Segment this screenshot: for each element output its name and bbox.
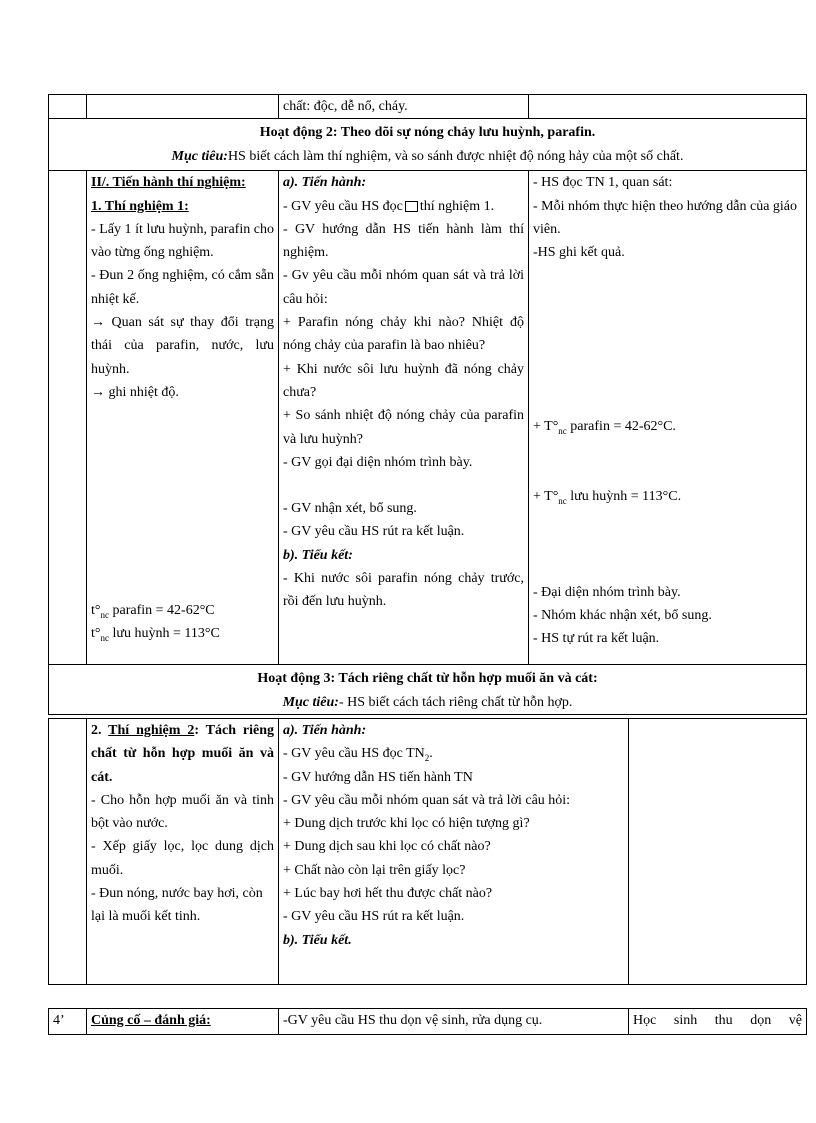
table-section-activity-3: [48, 718, 807, 985]
experiment-1-teacher: [279, 171, 529, 665]
table-row: [49, 95, 807, 119]
time-cell: [49, 171, 87, 665]
activity-3-title: Hoạt động 3: Tách riêng chất từ hỗn hợp muối ăn và cát:: [257, 671, 598, 687]
content-cell: [87, 95, 279, 119]
lesson-plan-table: [48, 94, 806, 1036]
experiment-1-row: [49, 171, 807, 665]
teacher-line: + Dung dịch sau khi lọc có chất nào?: [283, 839, 491, 855]
result-sulfur: $t^\circ_{nc}$ lưu huỳnh = 113°C: [91, 626, 220, 644]
experiment-1-student: [529, 171, 807, 665]
student-result-parafin: + $T^\circ_{nc}$ parafin = 42-62°C.: [533, 419, 676, 437]
teacher-line: + Parafin nóng chảy khi nào? Nhiệt độ nóng chảy của parafin là bao nhiêu?: [283, 315, 524, 354]
cell-text: chất: độc, dễ nổ, cháy.: [283, 99, 408, 114]
step-line: → Quan sát sự thay đổi trạng thái của parafin, nước, lưu huỳnh.: [91, 315, 274, 377]
activity-header-row: [49, 665, 807, 715]
activity-3-header: [49, 665, 807, 715]
teacher-line: - GV hướng dẫn HS tiến hành TN: [283, 769, 473, 785]
activity-header-row: [49, 119, 807, 171]
experiment-2-heading: 2. Thí nghiệm 2: Tách riêng chất từ hỗn hợp muối ăn và cát.: [91, 723, 274, 785]
summary-heading: b). Tiểu kết:: [283, 547, 353, 563]
placeholder-box-icon: [405, 201, 418, 212]
time-cell: 4’: [49, 1009, 87, 1035]
procedure-heading: a). Tiến hành:: [283, 723, 367, 738]
step-line: - Đun nóng, nước bay hơi, còn lại là muối kết tinh.: [91, 886, 263, 925]
experiment-1-heading: 1. Thí nghiệm 1:: [91, 198, 189, 214]
teacher-line: + Chất nào còn lại trên giấy lọc?: [283, 862, 466, 878]
summary-heading: b). Tiểu kết.: [283, 932, 352, 948]
result-parafin: $t^\circ_{nc}$ parafin = 42-62°C: [91, 603, 215, 621]
activity-3-objective: [53, 691, 802, 714]
table-section-activity-2: [48, 94, 807, 715]
time-cell: [49, 95, 87, 119]
review-title: Củng cố – đánh giá:: [87, 1009, 279, 1035]
teacher-line: - Gv yêu cầu mỗi nhóm quan sát và trả lời câu hỏi:: [283, 268, 524, 307]
student-line: - Mỗi nhóm thực hiện theo hướng dẫn của giáo viên.: [533, 198, 798, 237]
teacher-line: - GV nhận xét, bổ sung.: [283, 501, 417, 517]
teacher-line: - GV yêu cầu HS đọc $TN_2$.: [283, 746, 433, 764]
experiment-2-teacher: [279, 719, 629, 985]
step-line: - Cho hỗn hợp muối ăn và tinh bột vào nước.: [91, 792, 274, 832]
teacher-line: - GV yêu cầu mỗi nhóm quan sát và trả lời câu hỏi:: [283, 792, 571, 808]
student-line: -HS ghi kết quả.: [533, 245, 625, 261]
experiment-2-content: [87, 719, 279, 985]
table-section-review: [48, 1008, 807, 1035]
spacer: [283, 474, 524, 497]
teacher-line: + Dung dịch trước khi lọc có hiện tượng gì?: [283, 816, 530, 832]
student-cell: [529, 95, 807, 119]
teacher-cell: [279, 95, 529, 119]
teacher-line: + Khi nước sôi lưu huỳnh đã nóng chảy chưa?: [283, 361, 524, 400]
section-heading: II/. Tiến hành thí nghiệm:: [91, 175, 246, 191]
activity-2-title: Hoạt động 2: Theo dõi sự nóng chảy lưu huỳnh, parafin.: [259, 125, 596, 141]
teacher-line: - GV gọi đại diện nhóm trình bày.: [283, 454, 473, 470]
step-line: - Xếp giấy lọc, lọc dung dịch muối.: [91, 839, 274, 878]
step-line: - Lấy 1 ít lưu huỳnh, parafin cho vào từng ống nghiệm.: [91, 221, 274, 261]
student-result-sulfur: + $T^\circ_{nc}$ lưu huỳnh = 113°C.: [533, 489, 682, 507]
student-line: - Đại diện nhóm trình bày.: [533, 585, 681, 601]
objective-text: HS biết cách làm thí nghiệm, và so sánh được nhiệt độ nóng hảy của một số chất.: [227, 148, 684, 164]
review-student: Học sinh thu dọn vệ: [629, 1009, 807, 1035]
summary-text: - Khi nước sôi parafin nóng chảy trước, rồi đến lưu huỳnh.: [283, 571, 524, 610]
experiment-2-row: [49, 719, 807, 985]
review-teacher: -GV yêu cầu HS thu dọn vệ sinh, rửa dụng cụ.: [279, 1009, 629, 1035]
review-row: [49, 1009, 807, 1035]
step-line: - Đun 2 ống nghiệm, có cắm sẵn nhiệt kế.: [91, 268, 274, 307]
student-line: - HS đọc TN 1, quan sát:: [533, 175, 673, 191]
time-cell: [49, 719, 87, 985]
teacher-line: - GV yêu cầu HS rút ra kết luận.: [283, 524, 465, 540]
experiment-1-content: [87, 171, 279, 665]
teacher-line: - GV yêu cầu HS đọc thí nghiệm 1.: [283, 198, 495, 214]
student-line: - Nhóm khác nhận xét, bổ sung.: [533, 608, 712, 624]
student-line: - HS tự rút ra kết luận.: [533, 631, 660, 647]
step-line: → ghi nhiệt độ.: [91, 384, 179, 400]
objective-label: Mục tiêu:: [282, 694, 339, 710]
teacher-line: + So sánh nhiệt độ nóng chảy của parafin và lưu huỳnh?: [283, 408, 524, 447]
activity-2-objective: [53, 145, 802, 168]
experiment-2-student: [629, 719, 807, 985]
activity-2-header: [49, 119, 807, 171]
procedure-heading: a). Tiến hành:: [283, 175, 367, 191]
objective-label: Mục tiêu:: [171, 148, 228, 164]
teacher-line: - GV hướng dẫn HS tiến hành làm thí nghiệm.: [283, 221, 524, 261]
teacher-line: - GV yêu cầu HS rút ra kết luận.: [283, 909, 465, 925]
teacher-line: + Lúc bay hơi hết thu được chất nào?: [283, 886, 493, 902]
objective-text: - HS biết cách tách riêng chất từ hỗn hợp.: [338, 694, 573, 710]
